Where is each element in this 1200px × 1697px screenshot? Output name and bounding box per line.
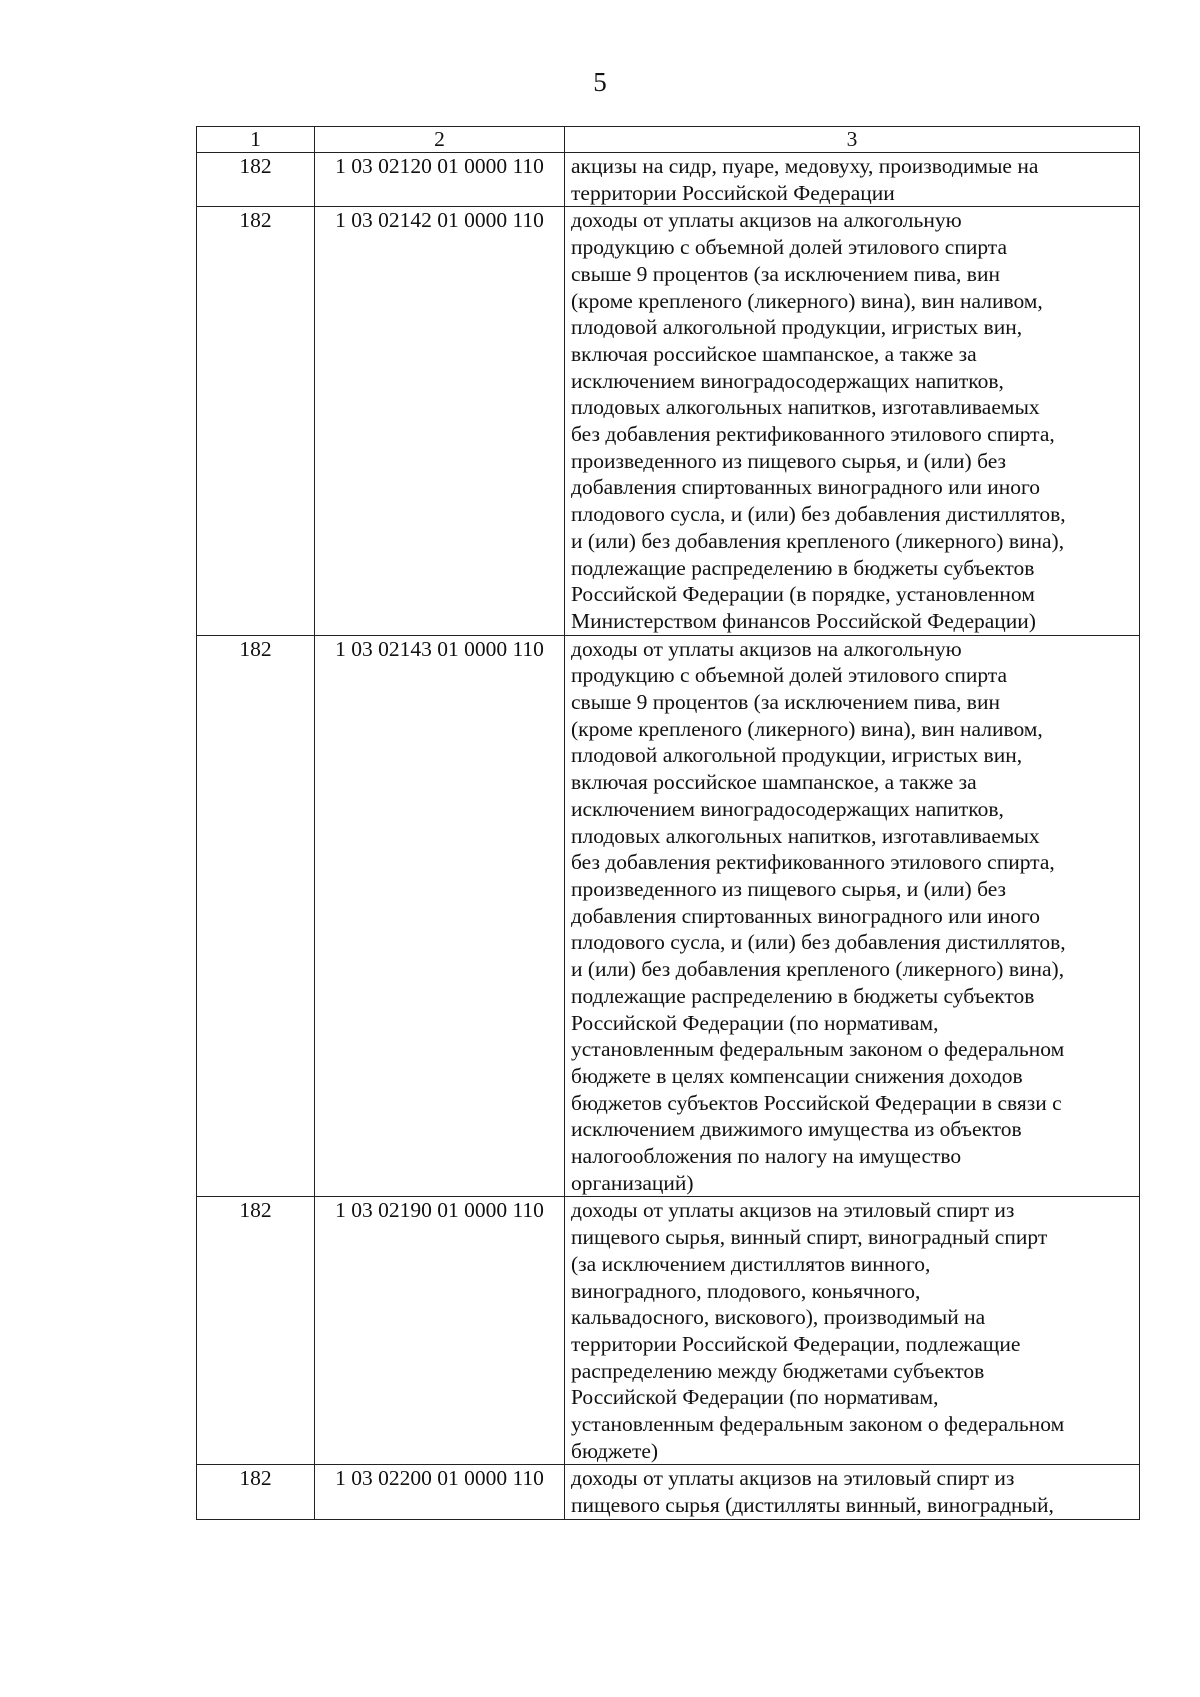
description-line: и (или) без добавления крепленого (ликерного) вина), xyxy=(571,957,1065,982)
description-line: плодовой алкогольной продукции, игристых вин, xyxy=(571,743,1023,768)
description-line: бюджетов субъектов Российской Федерации в связи с xyxy=(571,1090,1062,1115)
description-line: без добавления ректификованного этилового спирта, xyxy=(571,422,1055,447)
description-line: без добавления ректификованного этилового спирта, xyxy=(571,850,1055,875)
description-line: продукцию с объемной долей этилового спирта xyxy=(571,663,1007,688)
description-cell xyxy=(565,207,1140,635)
description-line: кальвадосного, вискового), производимый на xyxy=(571,1305,986,1330)
description-cell xyxy=(565,153,1140,207)
description-line: бюджете) xyxy=(571,1438,659,1463)
description-line: добавления спиртованных виноградного или иного xyxy=(571,475,1041,500)
header-col-3: 3 xyxy=(565,127,1140,153)
description-line: Российской Федерации (по нормативам, xyxy=(571,1010,939,1035)
table-row xyxy=(197,153,1140,207)
table-row xyxy=(197,207,1140,635)
page-number: 5 xyxy=(593,67,607,97)
description-line: плодовых алкогольных напитков, изготавливаемых xyxy=(571,395,1040,420)
description-line: плодовой алкогольной продукции, игристых вин, xyxy=(571,315,1023,340)
kbk-code-cell: 1 03 02120 01 0000 110 xyxy=(315,153,565,207)
table-body xyxy=(197,153,1140,1520)
revenue-codes-table xyxy=(196,126,1140,1520)
description-line: Министерством финансов Российской Федерации) xyxy=(571,608,1036,633)
kbk-code-cell: 1 03 02142 01 0000 110 xyxy=(315,207,565,635)
admin-code-cell: 182 xyxy=(197,153,315,207)
description-line: бюджете в целях компенсации снижения доходов xyxy=(571,1063,1023,1088)
description-line: Российской Федерации (в порядке, установленном xyxy=(571,582,1035,607)
description-line: доходы от уплаты акцизов на этиловый спирт из xyxy=(571,1198,1015,1223)
description-line: подлежащие распределению в бюджеты субъектов xyxy=(571,983,1035,1008)
description-line: виноградного, плодового, коньячного, xyxy=(571,1278,921,1303)
table-row xyxy=(197,1465,1140,1519)
description-line: доходы от уплаты акцизов на алкогольную xyxy=(571,636,962,661)
description-line: доходы от уплаты акцизов на алкогольную xyxy=(571,208,962,233)
table-row xyxy=(197,635,1140,1197)
description-line: исключением виноградосодержащих напитков, xyxy=(571,368,1004,393)
description-line: произведенного из пищевого сырья, и (или) без xyxy=(571,876,1007,901)
description-line: подлежащие распределению в бюджеты субъектов xyxy=(571,555,1035,580)
table-row xyxy=(197,1197,1140,1465)
description-line: исключением виноградосодержащих напитков, xyxy=(571,796,1004,821)
admin-code-cell: 182 xyxy=(197,1465,315,1519)
description-line: добавления спиртованных виноградного или иного xyxy=(571,903,1041,928)
description-line: Российской Федерации (по нормативам, xyxy=(571,1385,939,1410)
description-line: свыше 9 процентов (за исключением пива, вин xyxy=(571,690,1000,715)
description-line: (кроме крепленого (ликерного) вина), вин наливом, xyxy=(571,288,1043,313)
description-line: плодовых алкогольных напитков, изготавливаемых xyxy=(571,823,1040,848)
description-line: налогообложения по налогу на имущество xyxy=(571,1144,962,1169)
kbk-code-cell: 1 03 02143 01 0000 110 xyxy=(315,635,565,1197)
description-line: установленным федеральным законом о федеральном xyxy=(571,1412,1065,1437)
description-cell xyxy=(565,1197,1140,1465)
description-cell xyxy=(565,1465,1140,1519)
kbk-code-cell: 1 03 02190 01 0000 110 xyxy=(315,1197,565,1465)
description-line: и (или) без добавления крепленого (ликерного) вина), xyxy=(571,528,1065,553)
description-line: установленным федеральным законом о федеральном xyxy=(571,1037,1065,1062)
description-line: свыше 9 процентов (за исключением пива, вин xyxy=(571,261,1000,286)
description-line: пищевого сырья (дистилляты винный, виноградный, xyxy=(571,1493,1054,1518)
table-header xyxy=(197,127,1140,153)
description-line: распределению между бюджетами субъектов xyxy=(571,1358,985,1383)
header-col-2: 2 xyxy=(315,127,565,153)
header-col-1: 1 xyxy=(197,127,315,153)
description-line: организаций) xyxy=(571,1170,694,1195)
description-cell xyxy=(565,635,1140,1197)
description-line: плодового сусла, и (или) без добавления дистиллятов, xyxy=(571,930,1066,955)
description-line: территории Российской Федерации xyxy=(571,180,895,205)
description-line: плодового сусла, и (или) без добавления дистиллятов, xyxy=(571,502,1066,527)
description-line: включая российское шампанское, а также за xyxy=(571,770,977,795)
description-line: доходы от уплаты акцизов на этиловый спирт из xyxy=(571,1466,1015,1491)
kbk-code-cell: 1 03 02200 01 0000 110 xyxy=(315,1465,565,1519)
header-row xyxy=(197,127,1140,153)
description-line: пищевого сырья, винный спирт, виноградный спирт xyxy=(571,1225,1048,1250)
description-line: (за исключением дистиллятов винного, xyxy=(571,1251,931,1276)
description-line: исключением движимого имущества из объектов xyxy=(571,1117,1022,1142)
description-line: (кроме крепленого (ликерного) вина), вин наливом, xyxy=(571,716,1043,741)
description-line: включая российское шампанское, а также за xyxy=(571,341,977,366)
admin-code-cell: 182 xyxy=(197,207,315,635)
admin-code-cell: 182 xyxy=(197,1197,315,1465)
description-line: произведенного из пищевого сырья, и (или) без xyxy=(571,448,1007,473)
description-line: продукцию с объемной долей этилового спирта xyxy=(571,235,1007,260)
description-line: акцизы на сидр, пуаре, медовуху, производимые на xyxy=(571,154,1039,178)
admin-code-cell: 182 xyxy=(197,635,315,1197)
description-line: территории Российской Федерации, подлежащие xyxy=(571,1331,1021,1356)
